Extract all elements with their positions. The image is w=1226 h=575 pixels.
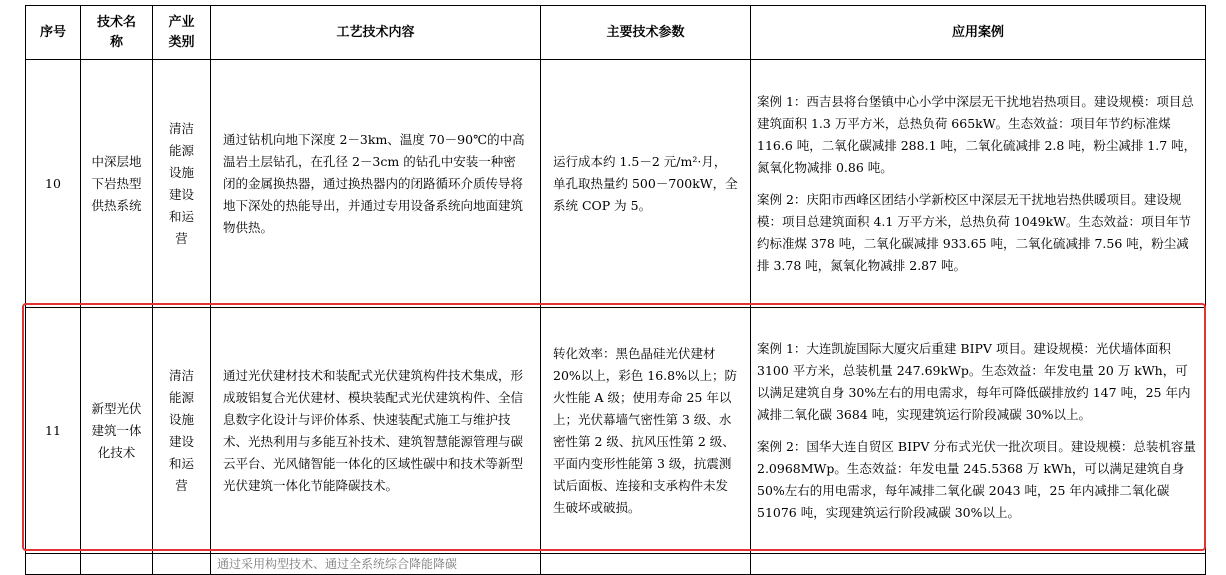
header-no: 序号 (26, 6, 81, 60)
row-cases (751, 60, 1206, 308)
row-category: 清洁能源设施建设和运营 (153, 308, 211, 554)
technology-table (25, 5, 1206, 575)
case-paragraph: 案例 1：西吉县将台堡镇中心小学中深层无干扰地岩热项目。建设规模：项目总建筑面积 1.3 万平方米，总热负荷 665kW。生态效益：项目年节约标准煤 116.6 吨，二氧化碳减排 288.1 吨，二氧化硫减排 2.8 吨，粉尘减排 1.7 吨，氮氧化物减排 0.86 吨。 (757, 93, 1197, 175)
table-row (26, 308, 1206, 554)
case-paragraph: 案例 1：大连凯旋国际大厦灾后重建 BIPV 项目。建设规模：光伏墙体面积 3100 平方米，总装机量 247.69kWp。生态效益：年发电量 20 万 kWh，可以满足建筑自身 30%左右的用电需求，每年可降低碳排放约 147 吨，25 年内减排二氧化碳 3684 吨，实现建筑运行阶段减碳 30%以上。 (757, 340, 1191, 422)
row-no: 11 (26, 308, 81, 554)
header-row (26, 6, 1206, 60)
header-name: 技术名称 (81, 6, 153, 60)
row-cases (751, 308, 1206, 554)
header-process: 工艺技术内容 (211, 6, 541, 60)
row-no: 10 (26, 60, 81, 308)
partial-row-text: 通过采用构型技术、通过全系统综合降能降碳 (211, 554, 541, 575)
header-cases: 应用案例 (751, 6, 1206, 60)
table-row (26, 60, 1206, 308)
row-name: 新型光伏建筑一体化技术 (81, 308, 153, 554)
row-params: 转化效率：黑色晶硅光伏建材 20%以上，彩色 16.8%以上；防火性能 A 级；使用寿命 25 年以上；光伏幕墙气密性第 3 级、水密性第 2 级、抗风压性第 2 级、平面内变形性能第 3 级，抗震测试后面板、连接和支承构件未发生破坏或破损。 (541, 308, 751, 554)
case-paragraph: 案例 2：庆阳市西峰区团结小学新校区中深层无干扰地岩热供暖项目。建设规模：项目总建筑面积 4.1 万平方米，总热负荷 1049kW。生态效益：项目年节约标准煤 378 吨，二氧化碳减排 933.65 吨，二氧化硫减排 7.56 吨，粉尘减排 3.78 吨，氮氧化物减排 2.87 吨。 (757, 191, 1192, 273)
header-category: 产业类别 (153, 6, 211, 60)
header-params: 主要技术参数 (541, 6, 751, 60)
table-row-partial (26, 554, 1206, 575)
row-process: 通过钻机向地下深度 2－3km、温度 70－90℃的中高温岩土层钻孔，在孔径 2－3cm 的钻孔中安装一种密闭的金属换热器，通过换热器内的闭路循环介质传导将地下深处的热能导出，并通过专用设备系统向地面建筑物供热。 (211, 60, 541, 308)
row-params: 运行成本约 1.5－2 元/m²·月，单孔取热量约 500－700kW，全系统 COP 为 5。 (541, 60, 751, 308)
row-name: 中深层地下岩热型供热系统 (81, 60, 153, 308)
row-category: 清洁能源设施建设和运营 (153, 60, 211, 308)
row-process: 通过光伏建材技术和装配式光伏建筑构件技术集成，形成玻铝复合光伏建材、模块装配式光伏建筑构件、全信息数字化设计与评价体系、快速装配式施工与维护技术、光热利用与多能互补技术、建筑智慧能源管理与碳云平台、光风储智能一体化的区域性碳中和技术等新型光伏建筑一体化节能降碳技术。 (211, 308, 541, 554)
case-paragraph: 案例 2：国华大连自贸区 BIPV 分布式光伏一批次项目。建设规模：总装机容量 2.0968MWp。生态效益：年发电量 245.5368 万 kWh，可以满足建筑自身 50%左右的用电需求，每年减排二氧化碳 2043 吨，25 年内减排二氧化碳 51076 吨，实现建筑运行阶段减碳 30%以上。 (757, 438, 1196, 520)
